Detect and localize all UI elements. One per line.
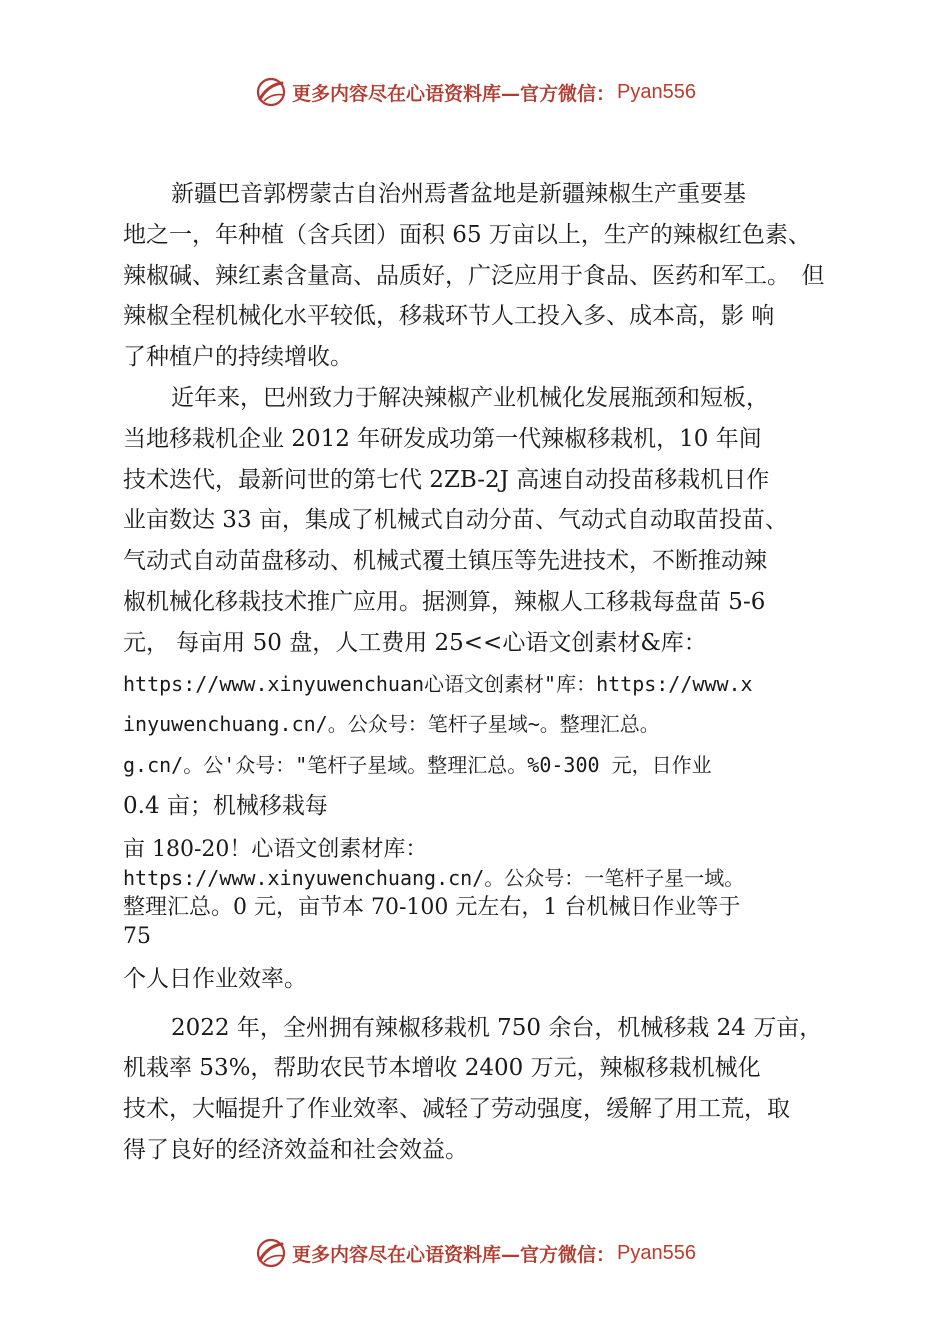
text-line-url: inyuwenchuang.cn/。公众号：笔杆子星域~。整理汇总。: [123, 712, 660, 737]
text-line: 得了良好的经济效益和社会效益。: [123, 1136, 468, 1163]
footer-banner: [0, 1233, 950, 1273]
text-line: 元， 每亩用 50 盘，人工费用 25<<心语文创素材&库：: [123, 629, 707, 656]
text-line-url: https://www.xinyuwenchuang.cn/。公众号：一笔杆子星一域。: [123, 865, 745, 890]
text-line: 当地移栽机企业 2012 年研发成功第一代辣椒移栽机，10 年间: [123, 425, 762, 452]
text-line: 个人日作业效率。: [123, 965, 307, 992]
text-line: 整理汇总。0 元，亩节本 70-100 元左右，1 台机械日作业等于: [123, 894, 741, 920]
text-line: 75: [123, 923, 151, 949]
text-line: 了种植户的持续增收。: [123, 344, 353, 371]
text-line-url: https://www.xinyuwenchuan心语文创素材"库：https://www.x: [123, 671, 753, 696]
paragraph-1: [123, 174, 843, 378]
text-line: 0.4 亩；机械移栽每: [123, 792, 328, 819]
brush-logo-icon: [254, 75, 288, 109]
brush-logo-icon: [254, 1236, 288, 1270]
text-line: 椒机械化移栽技术推广应用。据测算，辣椒人工移栽每盘苗 5-6: [123, 588, 766, 615]
banner-text: 更多内容尽在心语资料库—官方微信：: [292, 1243, 616, 1266]
text-line: 技术，大幅提升了作业效率、减轻了劳动强度，缓解了用工荒，取: [123, 1096, 790, 1123]
text-line: 业亩数达 33 亩，集成了机械式自动分苗、气动式自动取苗投苗、: [123, 507, 788, 534]
text-line: 气动式自动苗盘移动、机械式覆土镇压等先进技术，不断推动辣: [123, 548, 767, 575]
header-banner: [0, 72, 950, 112]
paragraph-3: [123, 835, 843, 951]
paragraph-2: [123, 378, 843, 827]
banner-wechat-id: Pyan556: [617, 1241, 696, 1264]
text-line: 技术迭代，最新问世的第七代 2ZB-2J 高速自动投苗移栽机日作: [123, 466, 770, 493]
banner-wechat-id: Pyan556: [617, 80, 696, 103]
text-line: 新疆巴音郭楞蒙古自治州焉耆盆地是新疆辣椒生产重要基: [171, 181, 746, 207]
banner-text: 更多内容尽在心语资料库—官方微信：: [292, 82, 616, 105]
text-line: 辣椒碱、辣红素含量高、品质好，广泛应用于食品、医药和军工。 但: [123, 262, 825, 289]
text-line: 2022 年，全州拥有辣椒移栽机 750 余台，机械移栽 24 万亩，: [171, 1014, 823, 1041]
text-line: 地之一，年种植（含兵团）面积 65 万亩以上，生产的辣椒红色素、: [123, 221, 811, 248]
text-line-url: g.cn/。公'众号："笔杆子星域。整理汇总。%0-300 元，日作业: [123, 753, 712, 778]
text-line: 近年来，巴州致力于解决辣椒产业机械化发展瓶颈和短板，: [171, 384, 769, 411]
paragraph-4: [123, 1008, 843, 1171]
text-line: 辣椒全程机械化水平较低，移栽环节人工投入多、成本高，影 响: [123, 303, 775, 330]
text-line: 亩 180-20！心语文创素材库：: [123, 836, 428, 862]
article-body: [123, 174, 843, 1171]
text-line: 机栽率 53%，帮助农民节本增收 2400 万元，辣椒移栽机械化: [123, 1055, 761, 1082]
